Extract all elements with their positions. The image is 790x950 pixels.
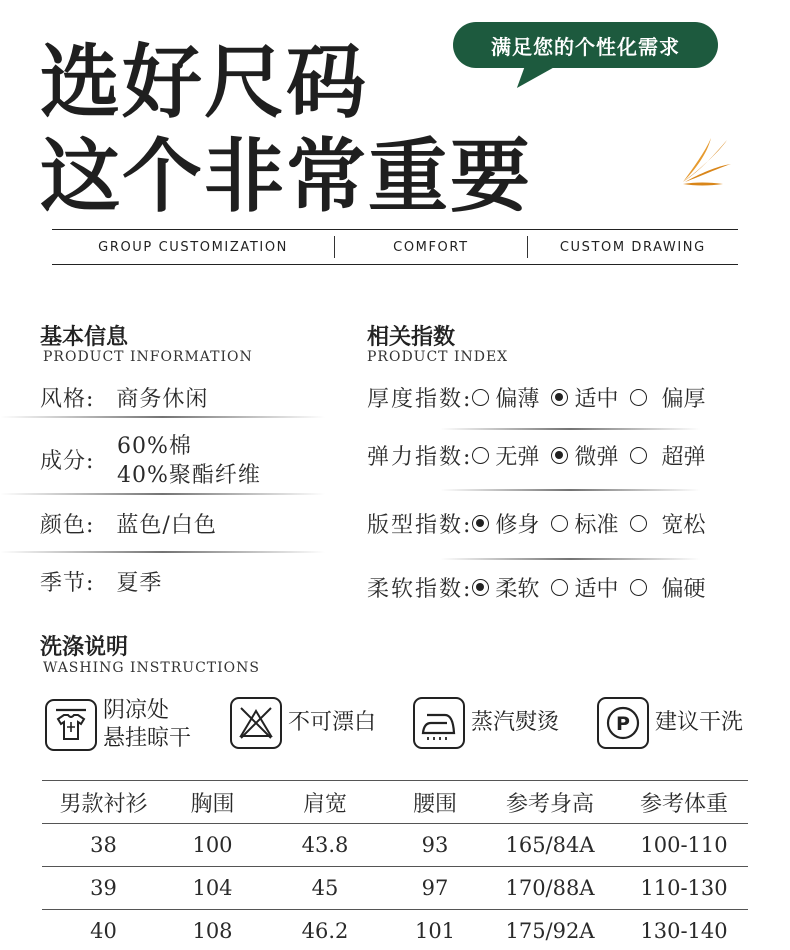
washing-title: 洗涤说明 xyxy=(40,634,129,660)
svg-text:P: P xyxy=(616,713,630,735)
wash-item-shade-dry xyxy=(45,697,191,753)
radio-selected-icon xyxy=(472,579,489,596)
header-cell: 腰围 xyxy=(390,781,480,824)
material-value-2: 40%聚酯纤维 xyxy=(117,463,261,488)
option-label: 超弹 xyxy=(661,445,706,470)
color-label: 颜色: xyxy=(40,513,95,538)
radio-icon xyxy=(551,515,568,532)
radio-icon xyxy=(472,389,489,406)
table-cell: 97 xyxy=(390,867,480,910)
index-row-softness xyxy=(367,572,717,603)
product-index-subtitle: PRODUCT INDEX xyxy=(367,349,509,365)
index-row-fit xyxy=(367,508,717,539)
header-cell: 参考体重 xyxy=(620,781,748,824)
wash-item-dry-clean xyxy=(597,697,743,749)
table-cell: 100 xyxy=(165,824,260,867)
tag-comfort: COMFORT xyxy=(393,239,469,255)
no-bleach-icon xyxy=(230,697,282,749)
header-cell: 参考身高 xyxy=(480,781,620,824)
material-label: 成分: xyxy=(40,449,95,474)
leaf-icon xyxy=(675,132,735,192)
table-row xyxy=(42,867,748,910)
table-cell: 165/84A xyxy=(480,824,620,867)
option-label: 适中 xyxy=(574,387,619,412)
table-cell: 38 xyxy=(42,824,165,867)
option-label: 标准 xyxy=(574,513,619,538)
radio-selected-icon xyxy=(551,389,568,406)
table-cell: 108 xyxy=(165,910,260,950)
tag-group-customization: GROUP CUSTOMIZATION xyxy=(98,239,288,255)
style-row xyxy=(40,382,208,413)
steam-iron-icon xyxy=(413,697,465,749)
size-table xyxy=(42,780,748,950)
material-value-1: 60%棉 xyxy=(117,434,192,459)
index-label: 弹力指数: xyxy=(367,445,473,470)
table-cell: 104 xyxy=(165,867,260,910)
option-label: 微弹 xyxy=(574,445,619,470)
hero-title-line1: 选好尺码 xyxy=(40,36,368,129)
header-cell: 男款衬衫 xyxy=(42,781,165,824)
table-cell: 93 xyxy=(390,824,480,867)
dry-clean-p-icon xyxy=(597,697,649,749)
index-row-elasticity xyxy=(367,440,717,471)
radio-icon xyxy=(630,389,647,406)
table-cell: 170/88A xyxy=(480,867,620,910)
season-label: 季节: xyxy=(40,571,95,596)
wash-text-line1: 不可漂白 xyxy=(288,710,377,735)
table-cell: 101 xyxy=(390,910,480,950)
color-value: 蓝色/白色 xyxy=(116,513,217,538)
radio-icon xyxy=(630,515,647,532)
speech-bubble: 满足您的个性化需求 xyxy=(453,22,718,68)
color-row xyxy=(40,508,217,539)
table-header-row xyxy=(42,781,748,824)
radio-selected-icon xyxy=(551,447,568,464)
basic-info-title: 基本信息 xyxy=(40,324,129,350)
season-row xyxy=(40,566,162,597)
speech-bubble-tail xyxy=(517,60,567,88)
option-label: 柔软 xyxy=(495,577,540,602)
divider xyxy=(0,416,325,418)
divider xyxy=(0,551,325,553)
option-label: 宽松 xyxy=(661,513,706,538)
table-cell: 46.2 xyxy=(260,910,390,950)
wash-text-line1: 建议干洗 xyxy=(655,710,744,735)
option-label: 偏硬 xyxy=(661,577,706,602)
index-row-thickness xyxy=(367,382,717,413)
option-label: 修身 xyxy=(495,513,540,538)
tag-bar xyxy=(52,229,738,265)
index-label: 柔软指数: xyxy=(367,577,473,602)
table-row xyxy=(42,824,748,867)
hero-title-line2: 这个非常重要 xyxy=(40,130,532,223)
table-cell: 43.8 xyxy=(260,824,390,867)
product-index-title: 相关指数 xyxy=(367,324,456,350)
washing-subtitle: WASHING INSTRUCTIONS xyxy=(43,660,260,676)
wash-text-line1: 阴凉处 xyxy=(103,698,170,723)
radio-selected-icon xyxy=(472,515,489,532)
season-value: 夏季 xyxy=(116,571,163,596)
option-label: 偏薄 xyxy=(495,387,540,412)
table-cell: 39 xyxy=(42,867,165,910)
divider xyxy=(440,558,700,560)
wash-text-line1: 蒸汽熨烫 xyxy=(471,710,560,735)
index-label: 厚度指数: xyxy=(367,387,473,412)
wash-item-no-bleach xyxy=(230,697,376,749)
divider xyxy=(0,493,325,495)
basic-info-subtitle: PRODUCT INFORMATION xyxy=(43,349,253,365)
header-cell: 胸围 xyxy=(165,781,260,824)
table-row xyxy=(42,910,748,950)
table-cell: 45 xyxy=(260,867,390,910)
option-label: 偏厚 xyxy=(661,387,706,412)
table-cell: 110-130 xyxy=(620,867,748,910)
style-value: 商务休闲 xyxy=(116,387,209,412)
radio-icon xyxy=(630,579,647,596)
wash-item-steam-iron xyxy=(413,697,559,749)
wash-text-line2: 悬挂晾干 xyxy=(103,726,192,751)
option-label: 适中 xyxy=(574,577,619,602)
style-label: 风格: xyxy=(40,387,95,412)
shirt-dry-shade-icon xyxy=(45,699,97,751)
tag-custom-drawing: CUSTOM DRAWING xyxy=(559,239,706,255)
table-cell: 100-110 xyxy=(620,824,748,867)
index-label: 版型指数: xyxy=(367,513,473,538)
radio-icon xyxy=(630,447,647,464)
option-label: 无弹 xyxy=(495,445,540,470)
table-cell: 175/92A xyxy=(480,910,620,950)
radio-icon xyxy=(472,447,489,464)
divider xyxy=(440,489,700,491)
divider xyxy=(440,428,700,430)
radio-icon xyxy=(551,579,568,596)
header-cell: 肩宽 xyxy=(260,781,390,824)
table-cell: 40 xyxy=(42,910,165,950)
table-cell: 130-140 xyxy=(620,910,748,950)
